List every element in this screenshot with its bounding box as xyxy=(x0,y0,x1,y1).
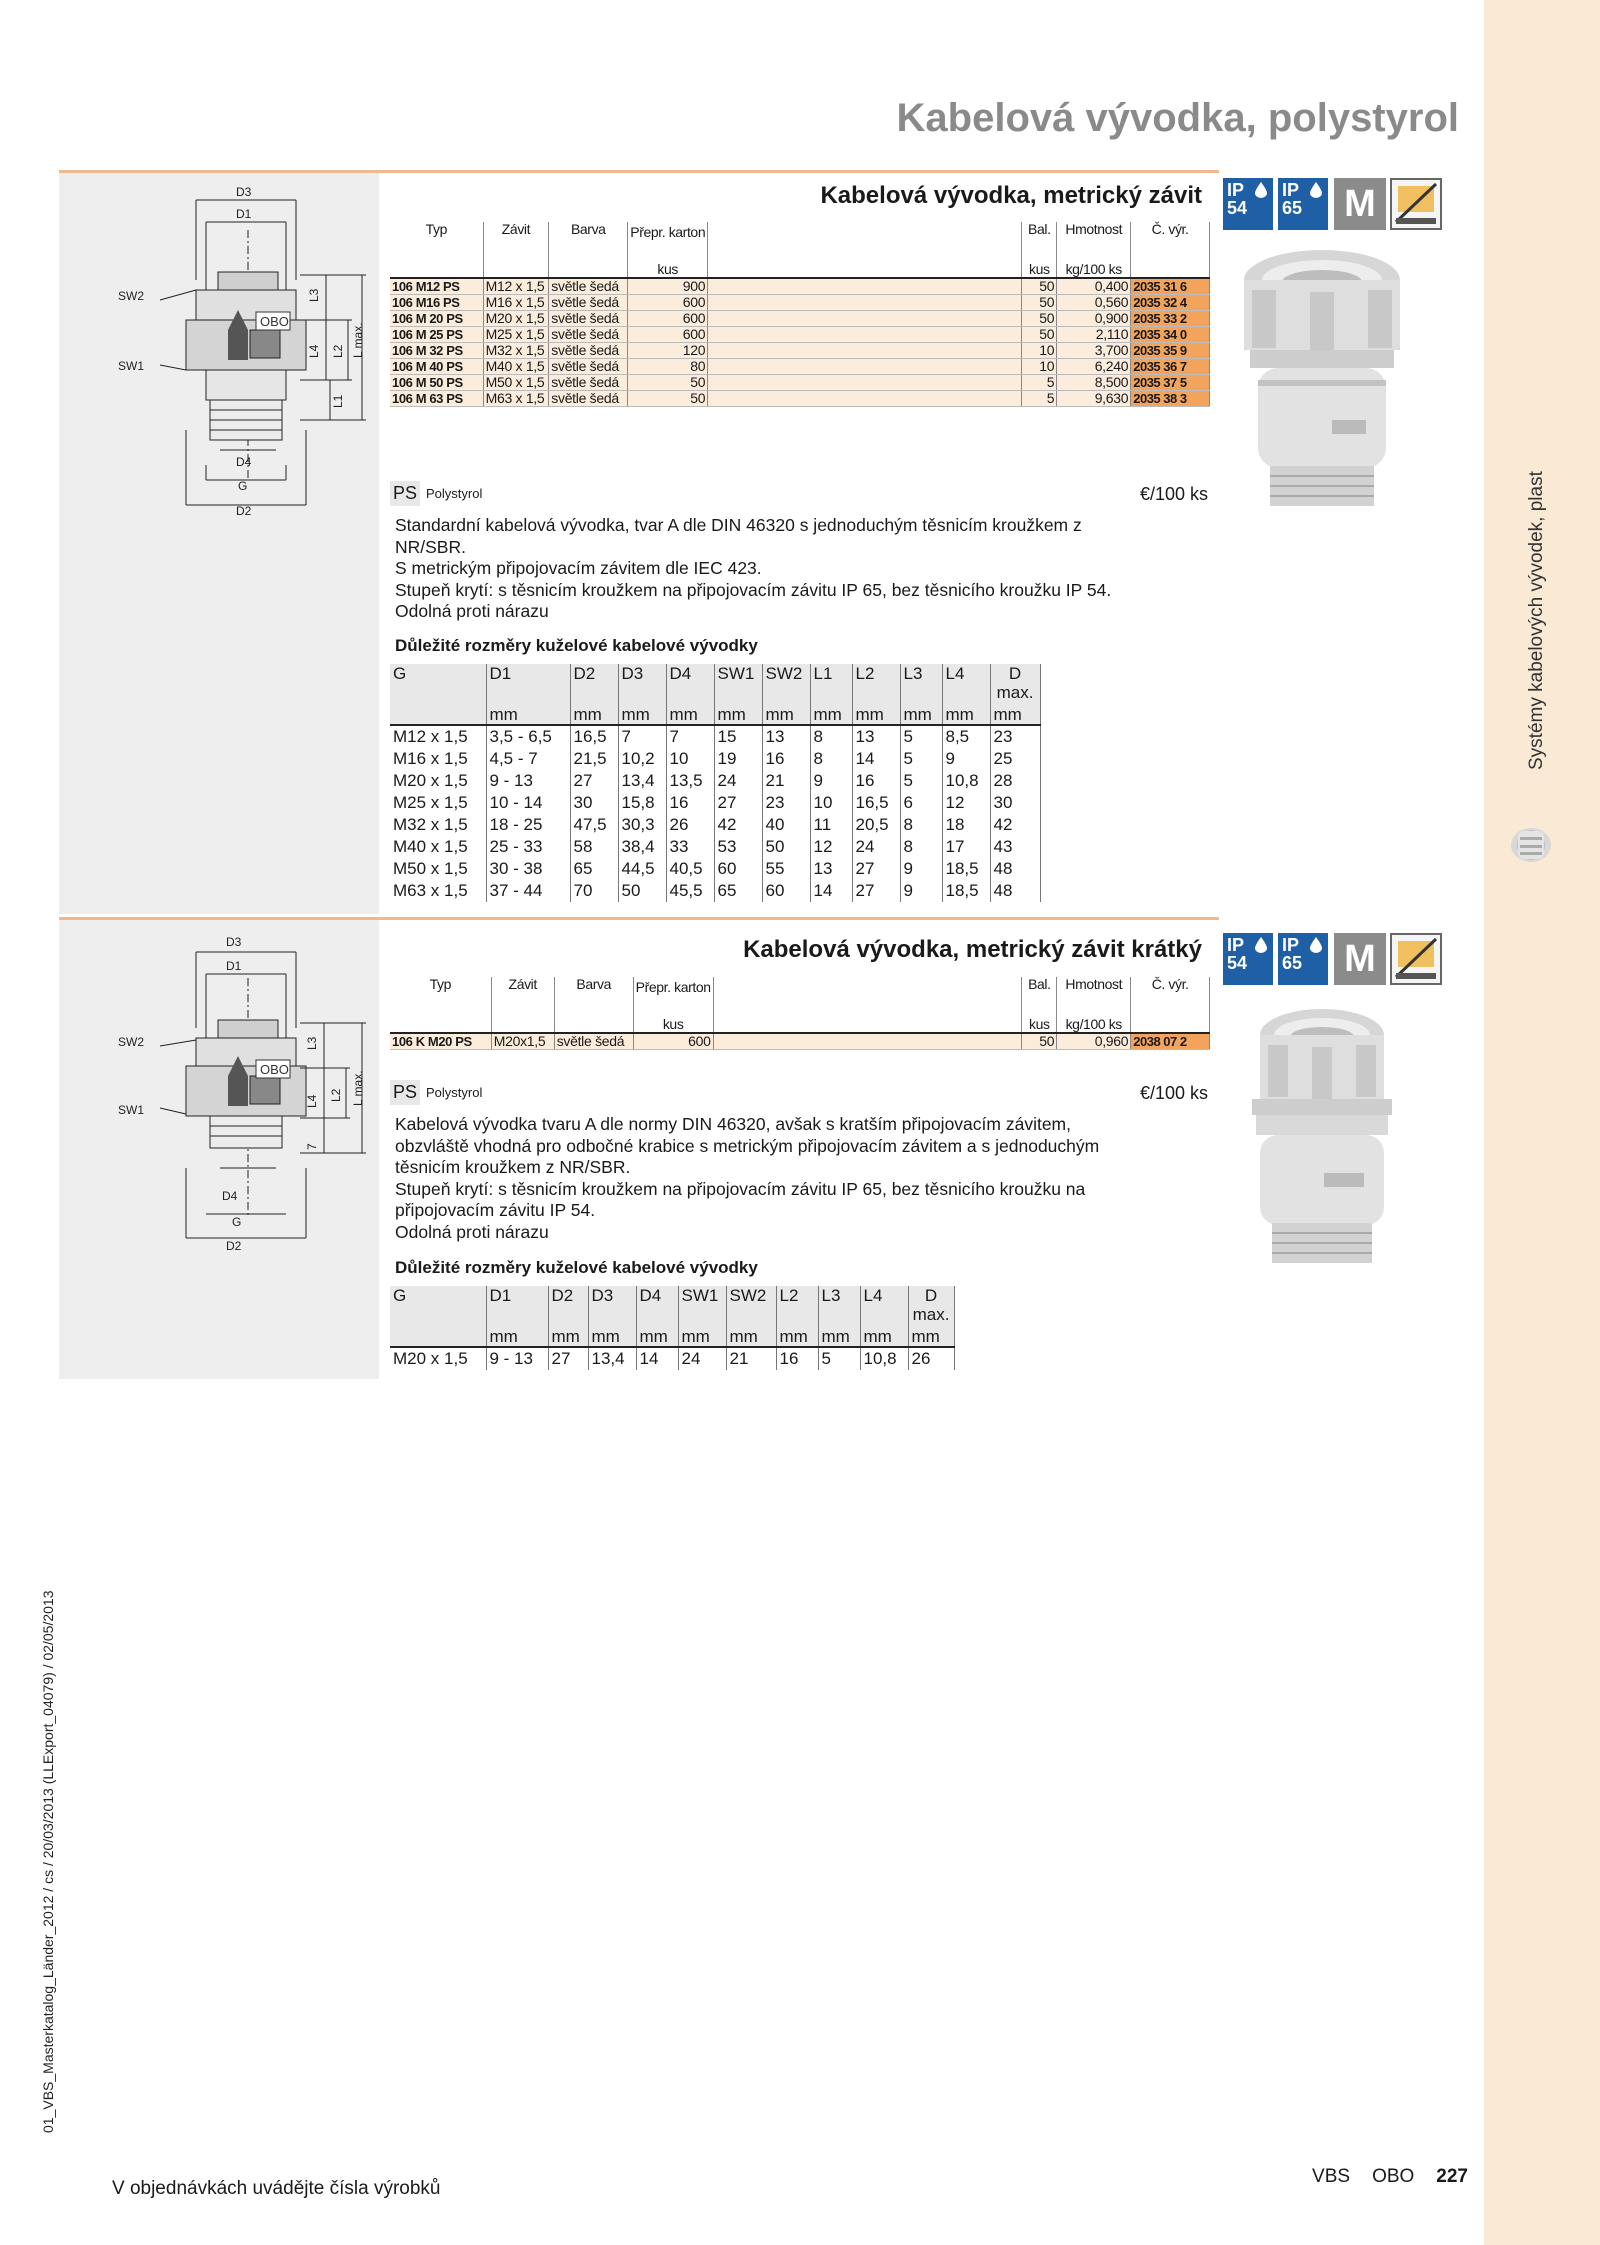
water-drop-icon xyxy=(1255,937,1267,953)
side-title: Systémy kabelových vývodek, plast xyxy=(1526,471,1547,770)
footer-obo: OBO xyxy=(1372,2166,1415,2187)
label-l4: L4 xyxy=(305,1094,319,1108)
table-row: 106 K M20 PS M20x1,5 světle šedá 600 50 0,960 2038 07 2 xyxy=(390,1033,1210,1050)
section2-dims-title: Důležité rozměry kuželové kabelové vývodky xyxy=(395,1258,758,1277)
section1-dims-title: Důležité rozměry kuželové kabelové vývodky xyxy=(395,636,758,655)
metric-badge: M xyxy=(1334,933,1386,985)
label-sw1: SW1 xyxy=(118,1103,145,1117)
table-row: 106 M16 PS M16 x 1,5 světle šedá 600 50 0,560 2035 32 4 xyxy=(390,295,1210,311)
label-d2: D2 xyxy=(226,1239,242,1253)
label-d2: D2 xyxy=(236,504,252,518)
ip54-badge: IP 54 xyxy=(1223,178,1273,230)
section1-technical-drawing xyxy=(110,180,370,520)
label-d1: D1 xyxy=(226,959,242,973)
col-cvyr: Č. výr. xyxy=(1131,222,1210,262)
label-lmax: L max. xyxy=(351,1070,365,1106)
material-code: PS xyxy=(390,1080,420,1105)
section1-title: Kabelová vývodka, metrický závit xyxy=(820,182,1202,209)
col-cvyr: Č. výr. xyxy=(1131,977,1210,1017)
label-g: G xyxy=(238,479,248,493)
label-seven: 7 xyxy=(305,1143,319,1150)
side-product-icon xyxy=(1508,825,1554,865)
table-row: 106 M 40 PS M40 x 1,5 světle šedá 80 10 6,240 2035 36 7 xyxy=(390,359,1210,375)
label-l3: L3 xyxy=(307,288,321,302)
drawing-logo: OBO xyxy=(260,1062,289,1077)
col-prepr: Přepr. karton xyxy=(628,222,708,262)
col-hmotnost: Hmotnost xyxy=(1057,222,1131,262)
table-row: M32 x 1,5 18 - 25 47,5 30,3 26 42 40 11 20,5 8 18 42 xyxy=(390,814,1040,836)
label-d1: D1 xyxy=(236,207,252,221)
footer-vbs: VBS xyxy=(1312,2166,1351,2187)
section1-price-unit: €/100 ks xyxy=(1139,484,1208,504)
table-row: M63 x 1,5 37 - 44 70 50 45,5 65 60 14 27 9 18,5 48 xyxy=(390,880,1040,902)
label-l2: L2 xyxy=(331,344,345,358)
label-l2: L2 xyxy=(329,1088,343,1102)
section2-title: Kabelová vývodka, metrický závit krátký xyxy=(743,936,1202,963)
section1-order-table: Typ Závit Barva Přepr. karton Bal. Hmotnost Č. výr. kus kus kg/100 ks 106 M12 PS M12 x 1,5 světle šedá 900 50 0,400 2035 31 6 106 M16 PS M16 x 1,5 světle šedá 600 50 0,560 2035 32 4 106 M 20 PS M20 x 1,5 světle šedá 600 50 0,900 2035 33 2 106 M 25 PS M25 x 1,5 světle šedá 600 50 2,110 2035 34 0 106 M 32 PS M32 x 1,5 světle šedá 120 10 3,700 2035 35 9 106 M 40 PS M40 x 1,5 světle šedá 80 10 6,240 2035 36 7 106 M 50 PS M50 x 1,5 světle šedá 50 5 8,500 2035 37 5 106 M 63 PS M63 x 1,5 světle šedá 50 5 9,630 2035 38 3 xyxy=(390,222,1210,407)
section2-material xyxy=(390,1080,482,1105)
col-bal: Bal. xyxy=(1022,222,1057,262)
ip65-badge: IP 65 xyxy=(1278,178,1328,230)
footer-brand xyxy=(1312,2166,1468,2188)
col-hmotnost: Hmotnost xyxy=(1057,977,1131,1017)
section2-dims-table: G D1 D2 D3 D4 SW1 SW2 L2 L3 L4 D max. mm mm mm mm mm mm mm mm mm mm M20 x 1,5 9 - 13 27 13,4 14 24 21 16 5 10,8 26 xyxy=(390,1286,955,1370)
col-bal: Bal. xyxy=(1022,977,1057,1017)
section2-description: Kabelová vývodka tvaru A dle normy DIN 46320, avšak s kratším připojovacím závitem, obzvláště vhodná pro odbočné krabice s metrickým připojovacím závitem a s jednoduchým těsnicím kroužkem z NR/SBR. Stupeň krytí: s těsnicím kroužkem na připojovacím závitu IP 65, bez těsnicího kroužku na připojovacím závitu IP 54. Odolná proti nárazu xyxy=(395,1114,1100,1242)
col-zavit: Závit xyxy=(491,977,554,1017)
col-typ: Typ xyxy=(390,977,491,1017)
section2-product-photo xyxy=(1232,1003,1412,1273)
side-meta: 01_VBS_Masterkatalog_Länder_2012 / cs / 20/03/2013 (LLExport_04079) / 02/05/2013 xyxy=(40,1590,56,2133)
table-row: M12 x 1,5 3,5 - 6,5 16,5 7 7 15 13 8 13 5 8,5 23 xyxy=(390,725,1040,748)
table-row: M50 x 1,5 30 - 38 65 44,5 40,5 60 55 13 27 9 18,5 48 xyxy=(390,858,1040,880)
page-title: Kabelová vývodka, polystyrol xyxy=(896,96,1459,140)
halogen-free-icon xyxy=(1390,933,1442,985)
halogen-free-icon xyxy=(1390,178,1442,230)
col-barva: Barva xyxy=(554,977,633,1017)
label-sw1: SW1 xyxy=(118,359,145,373)
ip65-badge: IP 65 xyxy=(1278,933,1328,985)
material-label: Polystyrol xyxy=(426,486,483,501)
water-drop-icon xyxy=(1310,937,1322,953)
table-row: 106 M 63 PS M63 x 1,5 světle šedá 50 5 9,630 2035 38 3 xyxy=(390,391,1210,407)
section1-dims-table: G D1 D2 D3 D4 SW1 SW2 L1 L2 L3 L4 D max. mm mm mm mm mm mm mm mm mm mm mm M12 x 1,5 3,5 - 6,5 16,5 7 7 15 13 8 13 5 8,5 23 M16 x 1,5 4,5 - 7 21,5 10,2 10 19 16 8 14 5 9 25 M20 x 1,5 9 - 13 27 13,4 13,5 24 21 9 16 5 10,8 28 M25 x 1,5 10 - 14 30 15,8 16 27 23 10 16,5 6 12 30 M32 x 1,5 18 - 25 47,5 30,3 26 42 40 11 20,5 8 18 42 M40 x 1,5 25 - 33 58 38,4 33 53 50 12 24 8 17 43 M50 x 1,5 30 - 38 65 44,5 40,5 60 55 13 27 9 18,5 48 M63 x 1,5 37 - 44 70 50 45,5 65 60 14 27 9 18,5 48 xyxy=(390,664,1041,902)
table-row: M16 x 1,5 4,5 - 7 21,5 10,2 10 19 16 8 14 5 9 25 xyxy=(390,748,1040,770)
label-d4: D4 xyxy=(236,455,252,469)
table-row: M40 x 1,5 25 - 33 58 38,4 33 53 50 12 24 8 17 43 xyxy=(390,836,1040,858)
material-code: PS xyxy=(390,481,420,506)
table-row: 106 M12 PS M12 x 1,5 světle šedá 900 50 0,400 2035 31 6 xyxy=(390,278,1210,295)
drawing-logo: OBO xyxy=(260,314,289,329)
footer-note: V objednávkách uvádějte čísla výrobků xyxy=(112,2178,441,2199)
table-row: 106 M 50 PS M50 x 1,5 světle šedá 50 5 8,500 2035 37 5 xyxy=(390,375,1210,391)
label-g: G xyxy=(232,1215,242,1229)
col-barva: Barva xyxy=(549,222,628,262)
label-sw2: SW2 xyxy=(118,1035,145,1049)
label-d3: D3 xyxy=(226,935,242,949)
label-l1: L1 xyxy=(331,394,345,408)
label-l4: L4 xyxy=(307,344,321,358)
metric-badge: M xyxy=(1334,178,1386,230)
table-row: 106 M 20 PS M20 x 1,5 světle šedá 600 50 0,900 2035 33 2 xyxy=(390,311,1210,327)
section2-technical-drawing xyxy=(110,928,370,1258)
label-sw2: SW2 xyxy=(118,289,145,303)
water-drop-icon xyxy=(1310,182,1322,198)
label-lmax: L max. xyxy=(351,322,365,358)
table-row: 106 M 32 PS M32 x 1,5 světle šedá 120 10 3,700 2035 35 9 xyxy=(390,343,1210,359)
col-prepr: Přepr. karton xyxy=(633,977,713,1017)
page-number: 227 xyxy=(1436,2166,1468,2187)
label-d3: D3 xyxy=(236,185,252,199)
col-zavit: Závit xyxy=(483,222,549,262)
table-row: M20 x 1,5 9 - 13 27 13,4 14 24 21 16 5 10,8 26 xyxy=(390,1347,954,1370)
section1-product-photo xyxy=(1222,240,1422,520)
col-typ: Typ xyxy=(390,222,483,262)
side-strip xyxy=(1484,0,1600,2245)
label-d4: D4 xyxy=(222,1189,238,1203)
water-drop-icon xyxy=(1255,182,1267,198)
section1-description: Standardní kabelová vývodka, tvar A dle DIN 46320 s jednoduchým těsnicím kroužkem z NR/SBR. S metrickým připojovacím závitem dle IEC 423. Stupeň krytí: s těsnicím kroužkem na připojovacím závitu IP 65, bez těsnicího kroužku IP 54. Odolná proti nárazu xyxy=(395,515,1112,621)
ip54-badge: IP 54 xyxy=(1223,933,1273,985)
table-row: 106 M 25 PS M25 x 1,5 světle šedá 600 50 2,110 2035 34 0 xyxy=(390,327,1210,343)
table-row: M25 x 1,5 10 - 14 30 15,8 16 27 23 10 16,5 6 12 30 xyxy=(390,792,1040,814)
section2-price-unit: €/100 ks xyxy=(1139,1083,1208,1103)
section2-order-table: Typ Závit Barva Přepr. karton Bal. Hmotnost Č. výr. kus kus kg/100 ks 106 K M20 PS M20x1,5 světle šedá 600 50 0,960 2038 07 2 xyxy=(390,977,1210,1050)
section1-material xyxy=(390,481,482,506)
material-label: Polystyrol xyxy=(426,1085,483,1100)
table-row: M20 x 1,5 9 - 13 27 13,4 13,5 24 21 9 16 5 10,8 28 xyxy=(390,770,1040,792)
label-l3: L3 xyxy=(305,1036,319,1050)
